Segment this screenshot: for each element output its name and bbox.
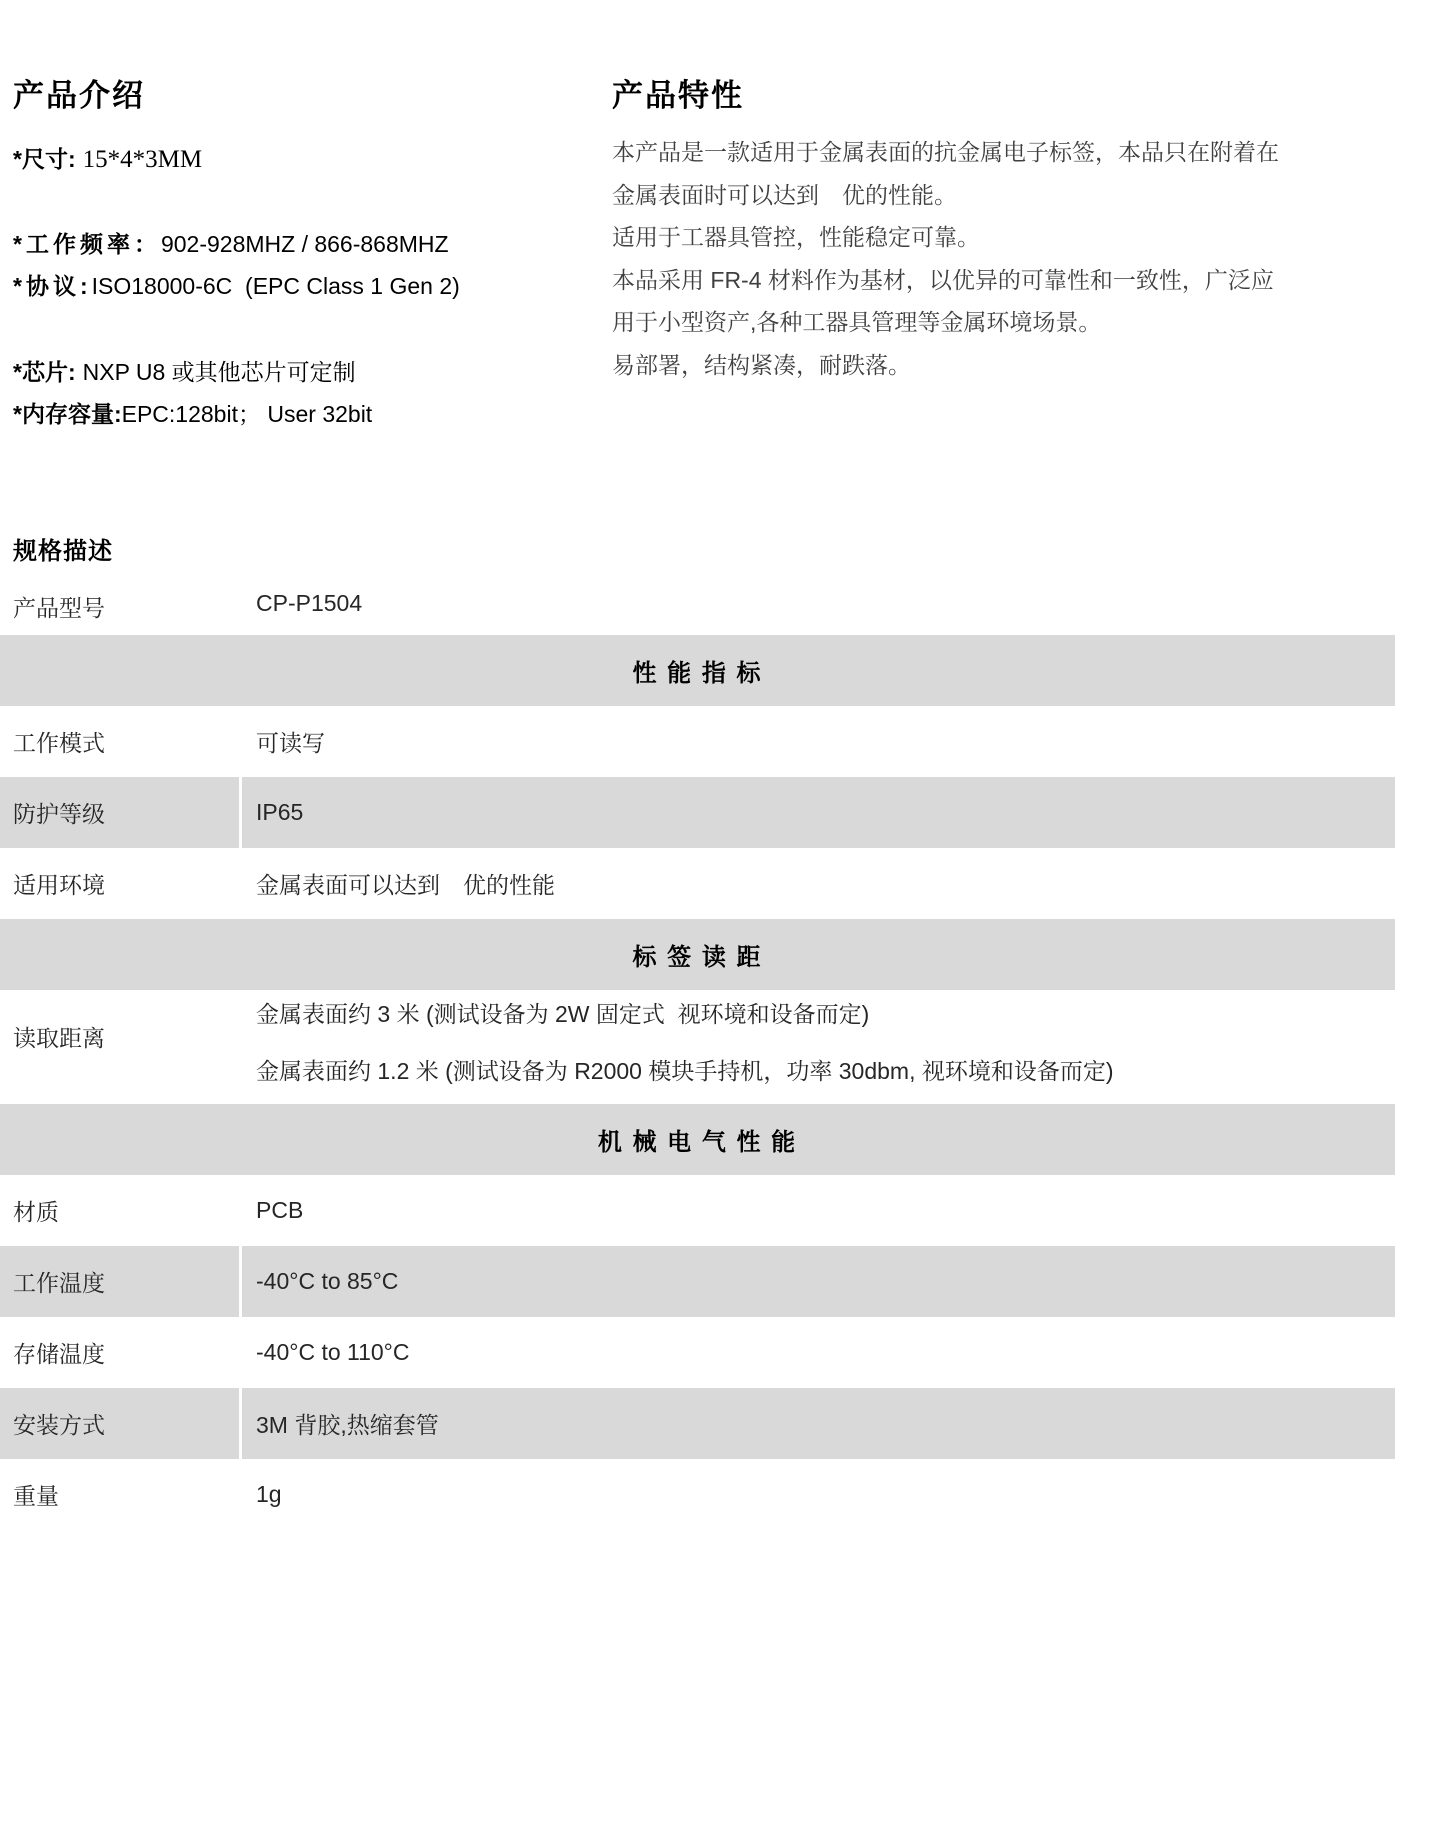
spec-banner-mechanical	[0, 1104, 1395, 1175]
spec-row-value: CP-P1504	[256, 590, 363, 616]
intro-item-protocol	[13, 268, 460, 301]
spec-row-label: 工作模式	[0, 706, 242, 777]
features-line: 本品采用 FR-4 材料作为基材，以优异的可靠性和一致性，广泛应	[612, 266, 1274, 293]
spec-row-label: 产品型号	[0, 583, 242, 635]
spec-row-value: IP65	[256, 799, 304, 825]
intro-item-frequency	[13, 226, 449, 259]
spec-row-environment	[0, 848, 1395, 919]
spec-row-value: 可读写	[256, 730, 325, 756]
spec-row-label: 适用环境	[0, 848, 242, 919]
spec-banner-title: 性 能 指 标	[632, 660, 763, 687]
spec-row-read-distance	[0, 990, 1395, 1104]
spec-row-value: 金属表面约 3 米 (测试设备为 2W 固定式 视环境和设备而定)	[256, 1001, 870, 1027]
spec-row-value: -40°C to 110°C	[256, 1339, 410, 1365]
spec-banner-title: 机 械 电 气 性 能	[597, 1129, 798, 1156]
intro-title: 产品介绍	[13, 78, 145, 113]
features-line: 易部署，结构紧凑，耐跌落。	[612, 351, 911, 378]
intro-item-label: *芯片:	[13, 359, 76, 385]
spec-row-value: -40°C to 85°C	[256, 1268, 399, 1294]
spec-row-label: 存储温度	[0, 1317, 242, 1388]
spec-row-value: 金属表面约 1.2 米 (测试设备为 R2000 模块手持机，功率 30dbm, 视环境和设备而定)	[256, 1058, 1114, 1084]
spec-row-label: 工作温度	[0, 1246, 242, 1317]
spec-row-protection	[0, 777, 1395, 848]
spec-row-value-group	[242, 990, 1395, 1104]
features-line: 适用于工器具管控，性能稳定可靠。	[612, 224, 980, 251]
intro-item-label: *协议:	[13, 273, 92, 299]
spec-row-working-temp	[0, 1246, 1395, 1317]
spec-row-value: 3M 背胶,热缩套管	[256, 1412, 439, 1438]
intro-item-chip	[13, 354, 356, 387]
spec-row-value: 1g	[256, 1481, 282, 1507]
intro-item-label: *内存容量:	[13, 401, 122, 427]
features-line: 金属表面时可以达到 优的性能。	[612, 181, 957, 208]
spec-row-label: 安装方式	[0, 1388, 242, 1459]
intro-item-value: NXP U8 或其他芯片可定制	[82, 359, 356, 385]
spec-row-work-mode	[0, 706, 1395, 777]
spec-row-model	[0, 583, 1395, 635]
spec-row-value: PCB	[256, 1197, 304, 1223]
spec-heading: 规格描述	[13, 538, 113, 565]
spec-banner-performance	[0, 635, 1395, 706]
spec-row-label: 防护等级	[0, 777, 242, 848]
spec-row-label: 材质	[0, 1175, 242, 1246]
intro-item-label: *尺寸:	[13, 146, 76, 172]
intro-item-label: *工作频率：	[13, 231, 161, 257]
spec-row-mounting	[0, 1388, 1395, 1459]
spec-row-storage-temp	[0, 1317, 1395, 1388]
intro-item-value: EPC:128bit； User 32bit	[121, 401, 373, 427]
features-line: 用于小型资产,各种工器具管理等金属环境场景。	[612, 309, 1102, 336]
intro-item-memory	[13, 396, 372, 429]
spec-table	[0, 583, 1395, 1530]
spec-banner-title: 标 签 读 距	[632, 944, 763, 971]
spec-banner-read-range	[0, 919, 1395, 990]
intro-item-value: 15*4*3MM	[82, 146, 203, 173]
intro-item-value: ISO18000-6C (EPC Class 1 Gen 2)	[91, 273, 460, 299]
intro-item-size	[13, 141, 202, 174]
spec-row-value: 金属表面可以达到 优的性能	[256, 872, 555, 898]
intro-item-value: 902-928MHZ / 866-868MHZ	[160, 231, 449, 257]
features-line: 本产品是一款适用于金属表面的抗金属电子标签，本品只在附着在	[612, 139, 1279, 165]
spec-row-label: 重量	[0, 1459, 242, 1530]
features-title: 产品特性	[612, 78, 744, 113]
spec-row-weight	[0, 1459, 1395, 1530]
spec-row-label: 读取距离	[0, 990, 242, 1104]
spec-row-material	[0, 1175, 1395, 1246]
features-paragraph	[612, 131, 1442, 387]
